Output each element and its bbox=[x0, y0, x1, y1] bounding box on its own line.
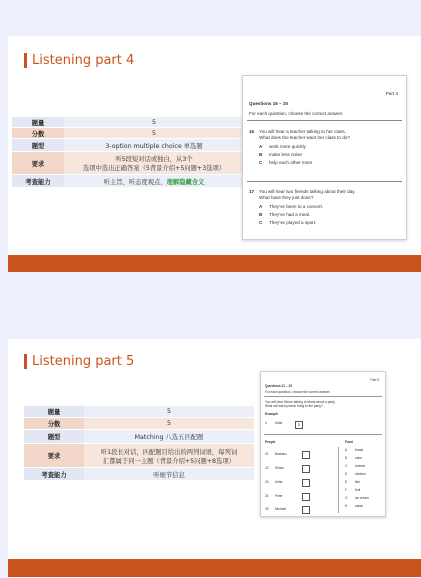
exam-page-part-5 bbox=[260, 371, 386, 517]
row-key: 分数 bbox=[24, 418, 84, 429]
exam-page-part-4 bbox=[242, 75, 407, 240]
food-letter: B bbox=[345, 456, 348, 460]
table-row bbox=[24, 468, 254, 480]
part-label: Part 4 bbox=[385, 91, 398, 96]
option bbox=[259, 212, 402, 217]
row-value bbox=[64, 152, 244, 174]
row-key: 题量 bbox=[24, 406, 84, 417]
table-row bbox=[24, 444, 254, 467]
table-row bbox=[12, 139, 244, 151]
person-number: 21 bbox=[265, 452, 269, 456]
title-accent-bar bbox=[24, 53, 27, 68]
food-item: cheese bbox=[355, 464, 366, 468]
option bbox=[259, 152, 402, 157]
table-row bbox=[24, 406, 254, 417]
option bbox=[259, 220, 402, 225]
person-number: 24 bbox=[265, 494, 269, 498]
option-text: They've played a sport. bbox=[269, 220, 317, 225]
food-letter: C bbox=[345, 464, 348, 468]
food-item: fish bbox=[355, 480, 360, 484]
answer-box[interactable] bbox=[302, 465, 310, 473]
option-text: They've had a meal. bbox=[269, 212, 311, 217]
option-text: help each other more bbox=[269, 160, 313, 165]
person-number: 25 bbox=[265, 507, 269, 511]
divider bbox=[264, 396, 382, 397]
person-number: 23 bbox=[265, 480, 269, 484]
divider bbox=[264, 434, 382, 435]
divider bbox=[247, 120, 402, 121]
question-stem: You will hear a teacher talking to her class. bbox=[259, 129, 346, 134]
title-accent-bar bbox=[24, 354, 27, 369]
intro-line: What will each person bring to the party? bbox=[265, 404, 323, 408]
answer-box[interactable] bbox=[302, 493, 310, 501]
question-stem: You will hear two friends talking about their day. bbox=[259, 189, 356, 194]
option-text: make less noise bbox=[269, 152, 302, 157]
answer-box[interactable] bbox=[302, 506, 310, 514]
bottom-accent-band bbox=[8, 559, 421, 577]
table-row bbox=[12, 128, 244, 138]
food-item: bread bbox=[355, 448, 364, 452]
slide-title: Listening part 5 bbox=[32, 354, 135, 369]
row-value bbox=[84, 444, 254, 467]
info-table bbox=[24, 405, 254, 481]
row-value-text: 听主旨、听态度观点、 bbox=[103, 178, 167, 186]
table-row bbox=[24, 430, 254, 443]
row-key: 要求 bbox=[24, 444, 84, 467]
row-key: 题型 bbox=[12, 139, 64, 151]
option-letter: A bbox=[259, 204, 263, 209]
instruction: For each question, choose the correct answer. bbox=[265, 390, 331, 394]
row-value: 听细节信息 bbox=[84, 468, 254, 480]
question-16 bbox=[249, 129, 402, 165]
example-name: Katie bbox=[275, 421, 283, 425]
example-number: 0 bbox=[265, 421, 267, 425]
slide-title: Listening part 4 bbox=[32, 53, 135, 68]
option-text: work more quickly bbox=[269, 144, 306, 149]
food-letter: F bbox=[345, 488, 347, 492]
food-letter: D bbox=[345, 472, 348, 476]
table-row bbox=[12, 152, 244, 174]
column-divider bbox=[338, 447, 339, 513]
food-letter: H bbox=[345, 504, 348, 508]
highlighted-skill: 理解隐藏含义 bbox=[166, 178, 205, 186]
row-value: Matching 八选五匹配题 bbox=[84, 430, 254, 443]
table-row bbox=[12, 175, 244, 187]
instruction: For each question, choose the correct answer. bbox=[249, 111, 344, 116]
option-letter: B bbox=[259, 212, 263, 217]
food-header: Food bbox=[345, 440, 353, 444]
bottom-accent-band bbox=[8, 255, 421, 272]
row-value-line: 汇都属于同一主题（背景介绍+5问题+8选项） bbox=[103, 457, 235, 465]
row-value-line: 听5段短对话或独白，从3个 bbox=[115, 156, 193, 163]
option-letter: C bbox=[259, 220, 263, 225]
row-key: 考查能力 bbox=[12, 175, 64, 187]
food-item: ice cream bbox=[355, 496, 369, 500]
food-item: fruit bbox=[355, 488, 361, 492]
row-key: 考查能力 bbox=[24, 468, 84, 480]
row-value: 3-option multiple choice 单选题 bbox=[64, 139, 244, 151]
option bbox=[259, 160, 402, 165]
row-value: 5 bbox=[64, 117, 244, 127]
option-letter: B bbox=[259, 152, 263, 157]
row-value: 5 bbox=[84, 418, 254, 429]
question-number: 16 bbox=[249, 129, 255, 134]
answer-box[interactable] bbox=[302, 479, 310, 487]
question-stem: What does the teacher want her class to do? bbox=[259, 135, 350, 140]
example-label: Example bbox=[265, 412, 279, 416]
person-name: Barbara bbox=[275, 452, 287, 456]
example-answer-box: D bbox=[295, 421, 303, 429]
food-letter: E bbox=[345, 480, 348, 484]
row-key: 要求 bbox=[12, 152, 64, 174]
question-number: 17 bbox=[249, 189, 255, 194]
row-key: 题量 bbox=[12, 117, 64, 127]
food-letter: A bbox=[345, 448, 348, 452]
person-name: Simon bbox=[275, 466, 285, 470]
option bbox=[259, 144, 402, 149]
row-key: 分数 bbox=[12, 128, 64, 138]
intro-line: You will hear Simon talking to Maria about a party. bbox=[265, 400, 336, 404]
option bbox=[259, 204, 402, 209]
food-item: cake bbox=[355, 456, 362, 460]
person-name: Peter bbox=[275, 494, 283, 498]
row-value-line: 选项中选出正确答案（5背景介绍+5问题+3选项） bbox=[82, 165, 226, 172]
row-value bbox=[64, 175, 244, 187]
food-item: salad bbox=[355, 504, 363, 508]
person-number: 22 bbox=[265, 466, 269, 470]
table-row bbox=[24, 418, 254, 429]
food-item: chicken bbox=[355, 472, 366, 476]
answer-box[interactable] bbox=[302, 451, 310, 459]
part-label: Part 5 bbox=[370, 378, 379, 382]
person-name: Michael bbox=[275, 507, 286, 511]
option-text: They've been to a concert. bbox=[269, 204, 323, 209]
divider bbox=[247, 181, 402, 182]
option-letter: C bbox=[259, 160, 263, 165]
question-17 bbox=[249, 189, 402, 225]
row-key: 题型 bbox=[24, 430, 84, 443]
food-letter: G bbox=[345, 496, 348, 500]
question-range: Questions 16 – 20 bbox=[249, 101, 289, 106]
people-header: People bbox=[265, 440, 276, 444]
row-value-line: 听1段长对话，匹配题目给出的两列词语，每列词 bbox=[100, 448, 238, 456]
question-range: Questions 21 – 25 bbox=[265, 384, 293, 388]
option-letter: A bbox=[259, 144, 263, 149]
row-value: 5 bbox=[84, 406, 254, 417]
table-row bbox=[12, 117, 244, 127]
row-value: 5 bbox=[64, 128, 244, 138]
question-stem: What have they just done? bbox=[259, 195, 314, 200]
info-table bbox=[12, 116, 244, 188]
person-name: Anita bbox=[275, 480, 283, 484]
